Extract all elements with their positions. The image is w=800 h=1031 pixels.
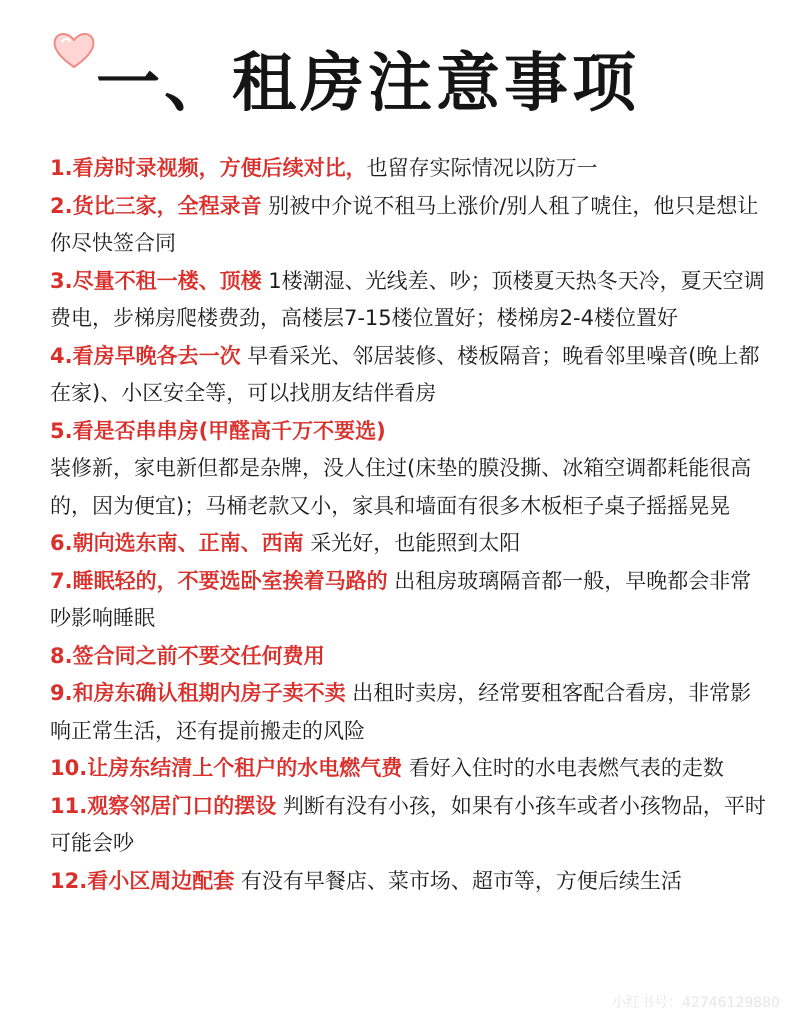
tip-text: 早看采光、邻居装修、楼板隔音；晚看邻里噪音(晚上都在家)、小区安全等，可以找朋友结伴看房 bbox=[50, 343, 760, 405]
tip-text: 1楼潮湿、光线差、吵；顶楼夏天热冬天冷，夏天空调费电，步梯房爬楼费劲，高楼层7-15楼位置好；楼梯房2-4楼位置好 bbox=[50, 268, 765, 330]
tip-item bbox=[50, 563, 772, 638]
tip-item bbox=[50, 638, 772, 676]
tip-text: 出租房玻璃隔音都一般，早晚都会非常吵影响睡眠 bbox=[50, 568, 752, 630]
tip-item bbox=[50, 263, 772, 338]
tip-item bbox=[50, 675, 772, 750]
tip-heading: 8.签合同之前不要交任何费用 bbox=[50, 643, 325, 668]
tip-text: 也留存实际情况以防万一 bbox=[366, 156, 598, 180]
tip-text: 有没有早餐店、菜市场、超市等，方便后续生活 bbox=[234, 868, 682, 893]
page-title: 一、租房注意事项 bbox=[96, 47, 640, 121]
tip-heading: 6.朝向选东南、正南、西南 bbox=[50, 531, 304, 555]
heart-icon bbox=[52, 30, 96, 70]
tip-text: 别被中介说不租马上涨价/别人租了唬住，他只是想让你尽快签合同 bbox=[50, 193, 759, 255]
tip-text: 装修新，家电新但都是杂牌，没人住过(床垫的膜没撕、冰箱空调都耗能很高的，因为便宜)；马桶老款又小，家具和墙面有很多木板柜子桌子摇摇晃晃 bbox=[50, 456, 752, 518]
tip-heading: 7.睡眠轻的，不要选卧室挨着马路的 bbox=[50, 568, 388, 593]
tip-text: 看好入住时的水电表燃气表的走数 bbox=[402, 756, 724, 780]
tip-heading: 12.看小区周边配套 bbox=[50, 868, 235, 893]
tip-text: 判断有没有小孩，如果有小孩车或者小孩物品，平时可能会吵 bbox=[50, 793, 766, 855]
tips-list bbox=[50, 150, 772, 900]
watermark: 小红书号：42746129880 bbox=[612, 995, 780, 1011]
tip-heading: 3.尽量不租一楼、顶楼 bbox=[50, 268, 262, 293]
tip-text: 出租时卖房，经常要租客配合看房，非常影响正常生活，还有提前搬走的风险 bbox=[50, 681, 752, 743]
tip-heading: 11.观察邻居门口的摆设 bbox=[50, 793, 277, 818]
tip-heading: 10.让房东结清上个租户的水电燃气费 bbox=[50, 756, 403, 780]
tip-item bbox=[50, 413, 772, 526]
tip-heading: 9.和房东确认租期内房子卖不卖 bbox=[50, 681, 346, 705]
tip-item bbox=[50, 338, 772, 413]
tip-item bbox=[50, 525, 772, 563]
tip-item bbox=[50, 750, 772, 788]
tip-heading: 2.货比三家，全程录音 bbox=[50, 193, 262, 218]
tip-item bbox=[50, 788, 772, 863]
tip-item bbox=[50, 863, 772, 901]
tip-item bbox=[50, 188, 772, 263]
tip-heading: 4.看房早晚各去一次 bbox=[50, 343, 241, 368]
tip-item bbox=[50, 150, 772, 188]
tip-text: 采光好，也能照到太阳 bbox=[303, 531, 521, 555]
tip-heading: 1.看房时录视频，方便后续对比， bbox=[50, 156, 367, 180]
tip-heading: 5.看是否串串房(甲醛高千万不要选) bbox=[50, 418, 386, 443]
